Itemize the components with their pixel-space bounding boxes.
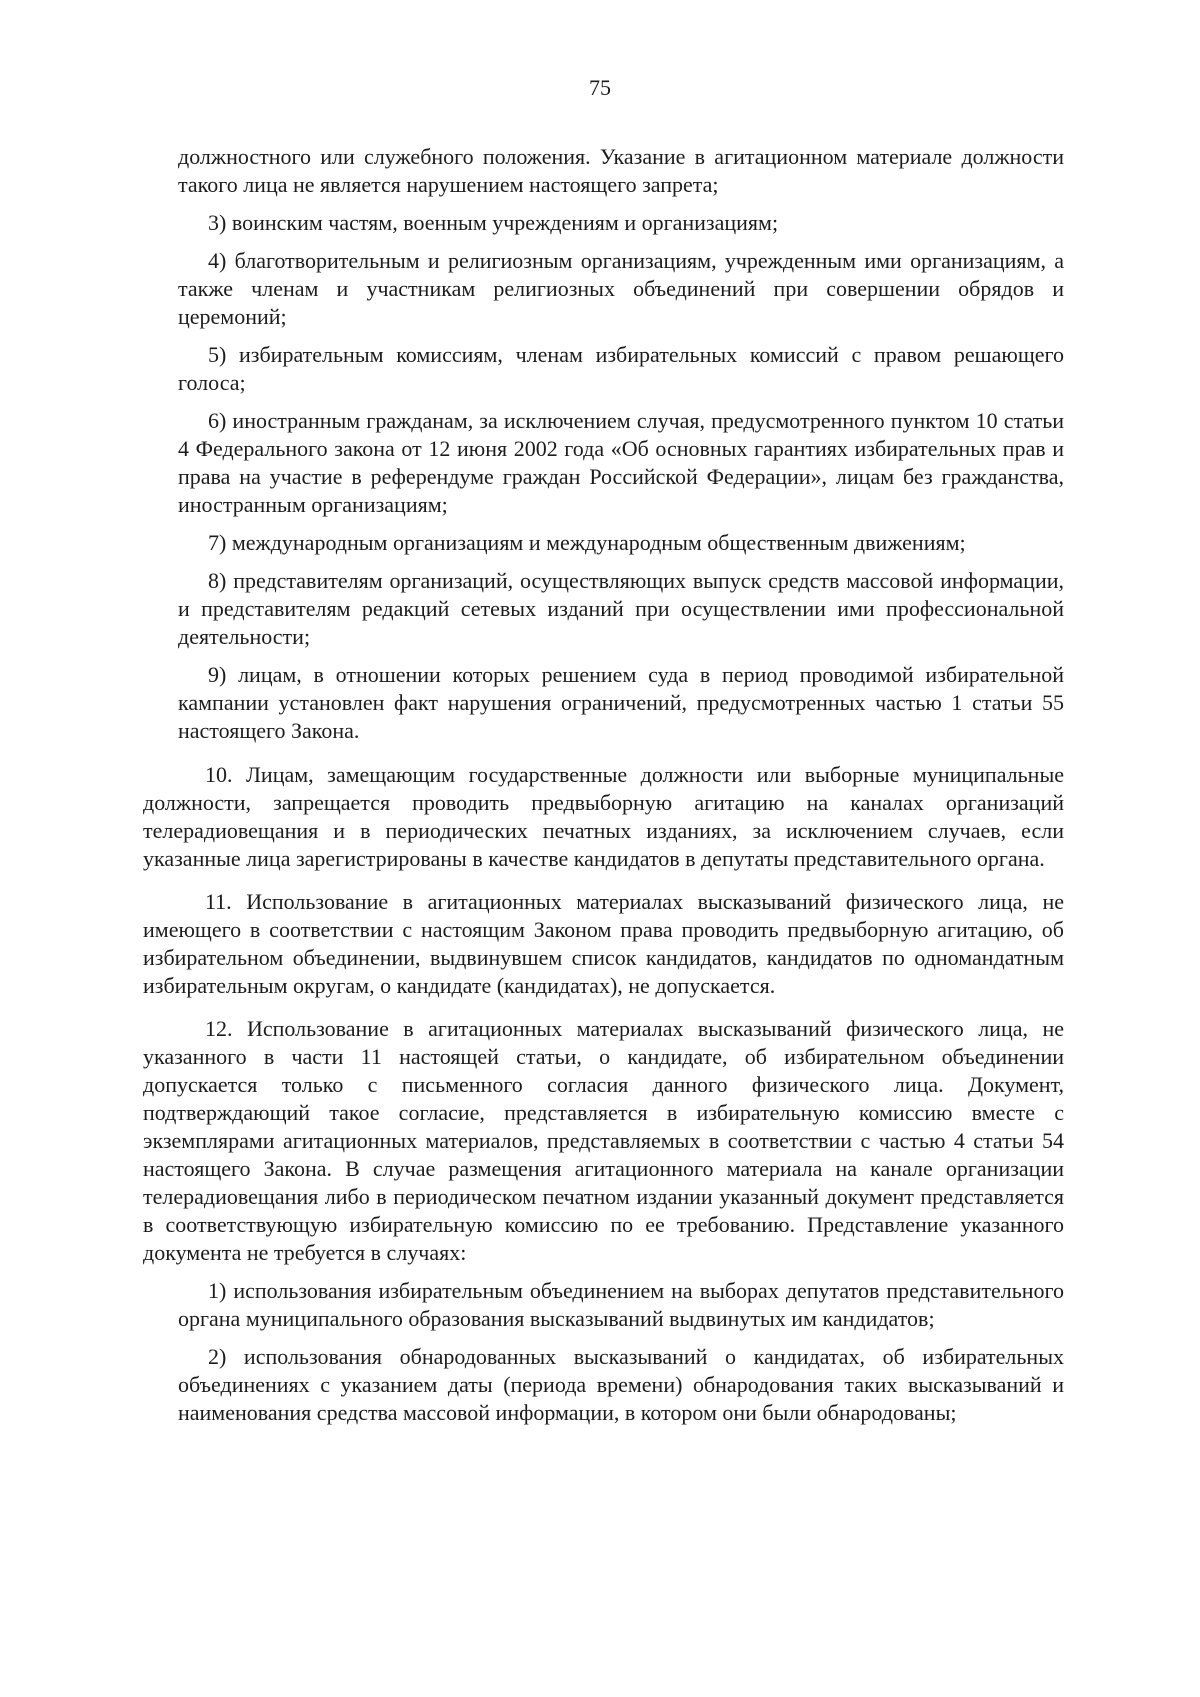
- list-item-4: 4) благотворительным и религиозным организациям, учрежденным ими организациям, а также членам и участникам религиозных объединений при совершении обрядов и церемоний;: [178, 248, 1064, 329]
- part-12-list-item-1: 1) использования избирательным объединением на выборах депутатов представительного органа муниципального образования высказываний выдвинутых им кандидатов;: [178, 1278, 1064, 1331]
- list-item-6: 6) иностранным гражданам, за исключением случая, предусмотренного пунктом 10 статьи 4 Федерального закона от 12 июня 2002 года «Об основных гарантиях избирательных прав и права на участие в референдуме граждан Российской Федерации», лицам без гражданства, иностранным организациям;: [178, 408, 1064, 517]
- document-body: [0, 143, 1200, 1427]
- part-11-paragraph: 11. Использование в агитационных материалах высказываний физического лица, не имеющего в соответствии с настоящим Законом права проводить предвыборную агитацию, об избирательном объединении, выдвинувшем список кандидатов, кандидатов по одномандатным избирательным округам, о кандидате (кандидатах), не допускается.: [143, 889, 1064, 998]
- list-item-5: 5) избирательным комиссиям, членам избирательных комиссий с правом решающего голоса;: [178, 342, 1064, 395]
- part-12-list-item-2: 2) использования обнародованных высказываний о кандидатах, об избирательных объединениях с указанием даты (периода времени) обнародования таких высказываний и наименования средства массовой информации, в котором они были обнародованы;: [178, 1344, 1064, 1425]
- list-item-9: 9) лицам, в отношении которых решением суда в период проводимой избирательной кампании установлен факт нарушения ограничений, предусмотренных частью 1 статьи 55 настоящего Закона.: [178, 662, 1064, 743]
- list-item-3: 3) воинским частям, военным учреждениям и организациям;: [208, 210, 779, 235]
- page-number: 75: [589, 75, 611, 100]
- part-10-paragraph: 10. Лицам, замещающим государственные должности или выборные муниципальные должности, запрещается проводить предвыборную агитацию на каналах организаций телерадиовещания и в периодических печатных изданиях, за исключением случаев, если указанные лица зарегистрированы в качестве кандидатов в депутаты представительного органа.: [143, 762, 1064, 871]
- part-12-paragraph: 12. Использование в агитационных материалах высказываний физического лица, не указанного в части 11 настоящей статьи, о кандидате, об избирательном объединении допускается только с письменного согласия данного физического лица. Документ, подтверждающий такое согласие, представляется в избирательную комиссию вместе с экземплярами агитационных материалов, представляемых в соответствии с частью 4 статьи 54 настоящего Закона. В случае размещения агитационного материала на канале организации телерадиовещания либо в периодическом печатном издании указанный документ представляется в соответствующую избирательную комиссию по ее требованию. Представление указанного документа не требуется в случаях:: [143, 1016, 1064, 1265]
- list-item-7: 7) международным организациям и международным общественным движениям;: [208, 530, 966, 555]
- list-item-8: 8) представителям организаций, осуществляющих выпуск средств массовой информации, и представителям редакций сетевых изданий при осуществлении ими профессиональной деятельности;: [178, 568, 1064, 649]
- paragraph-continuation: должностного или служебного положения. Указание в агитационном материале должности такого лица не является нарушением настоящего запрета;: [178, 144, 1064, 197]
